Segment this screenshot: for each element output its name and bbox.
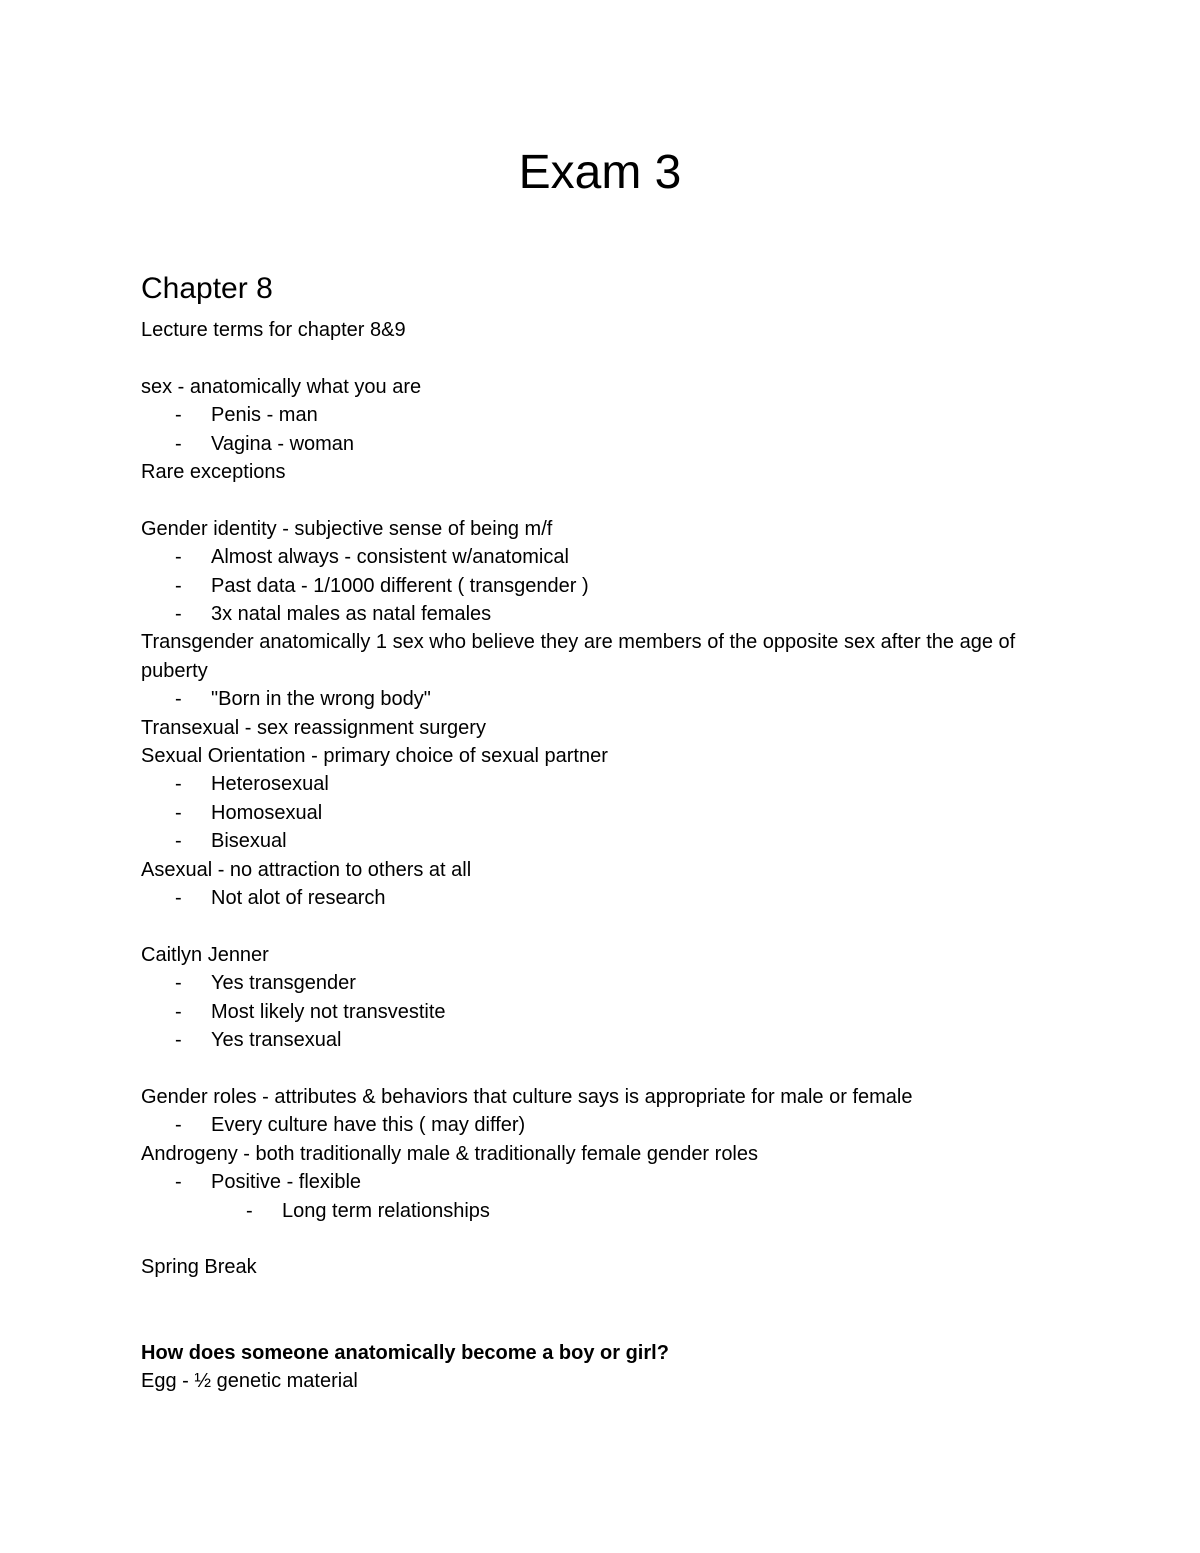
bullet-dash: - bbox=[175, 887, 182, 910]
bullet-item: - Almost always - consistent w/anatomical bbox=[141, 543, 1041, 571]
note-line: Sexual Orientation - primary choice of sexual partner bbox=[141, 745, 608, 768]
bullet-item: - Every culture have this ( may differ) bbox=[141, 1111, 1041, 1139]
bullet-dash: - bbox=[175, 688, 182, 711]
notes-body bbox=[141, 316, 1041, 1395]
bullet-dash: - bbox=[175, 773, 182, 796]
bullet-dash: - bbox=[246, 1199, 253, 1222]
bullet-dash: - bbox=[175, 1171, 182, 1194]
note-line: Rare exceptions bbox=[141, 461, 286, 484]
question-heading: How does someone anatomically become a boy or girl? bbox=[141, 1341, 669, 1364]
bullet-item: - Penis - man bbox=[141, 401, 1041, 429]
bullet-dash: - bbox=[175, 574, 182, 597]
bullet-dash: - bbox=[175, 546, 182, 569]
bullet-dash: - bbox=[175, 603, 182, 626]
note-line: sex - anatomically what you are bbox=[141, 375, 422, 398]
bullet-item: - Most likely not transvestite bbox=[141, 998, 1041, 1026]
bullet-item: - 3x natal males as natal females bbox=[141, 600, 1041, 628]
bullet-dash: - bbox=[175, 1114, 182, 1137]
bullet-dash: - bbox=[175, 1029, 182, 1052]
note-line: Egg - ½ genetic material bbox=[141, 1369, 358, 1392]
bullet-dash: - bbox=[175, 404, 182, 427]
note-line: Asexual - no attraction to others at all bbox=[141, 858, 472, 881]
chapter-heading: Chapter 8 bbox=[141, 272, 273, 305]
bullet-item: - Homosexual bbox=[141, 799, 1041, 827]
bullet-item: - "Born in the wrong body" bbox=[141, 685, 1041, 713]
bullet-item: - Heterosexual bbox=[141, 770, 1041, 798]
bullet-dash: - bbox=[175, 830, 182, 853]
note-line: Lecture terms for chapter 8&9 bbox=[141, 319, 406, 341]
note-line: Gender identity - subjective sense of being m/f bbox=[141, 517, 553, 540]
bullet-item: - Vagina - woman bbox=[141, 430, 1041, 458]
bullet-item: - Bisexual bbox=[141, 827, 1041, 855]
bullet-item: - Not alot of research bbox=[141, 884, 1041, 912]
note-line: Transgender anatomically 1 sex who believe they are members of the opposite sex after the age of puberty bbox=[141, 631, 1021, 682]
bullet-item: - Positive - flexible bbox=[141, 1168, 1041, 1196]
note-line: Androgeny - both traditionally male & traditionally female gender roles bbox=[141, 1142, 759, 1165]
bullet-item-nested: - Long term relationships bbox=[141, 1197, 1041, 1225]
note-line: Transexual - sex reassignment surgery bbox=[141, 716, 486, 739]
note-line: Caitlyn Jenner bbox=[141, 943, 269, 966]
bullet-dash: - bbox=[175, 801, 182, 824]
bullet-item: - Past data - 1/1000 different ( transgender ) bbox=[141, 572, 1041, 600]
bullet-dash: - bbox=[175, 972, 182, 995]
bullet-item: - Yes transgender bbox=[141, 969, 1041, 997]
note-line: Spring Break bbox=[141, 1256, 257, 1279]
bullet-dash: - bbox=[175, 1000, 182, 1023]
document-title: Exam 3 bbox=[518, 146, 682, 199]
bullet-dash: - bbox=[175, 432, 182, 455]
bullet-item: - Yes transexual bbox=[141, 1026, 1041, 1054]
note-line: Gender roles - attributes & behaviors that culture says is appropriate for male or female bbox=[141, 1085, 913, 1108]
